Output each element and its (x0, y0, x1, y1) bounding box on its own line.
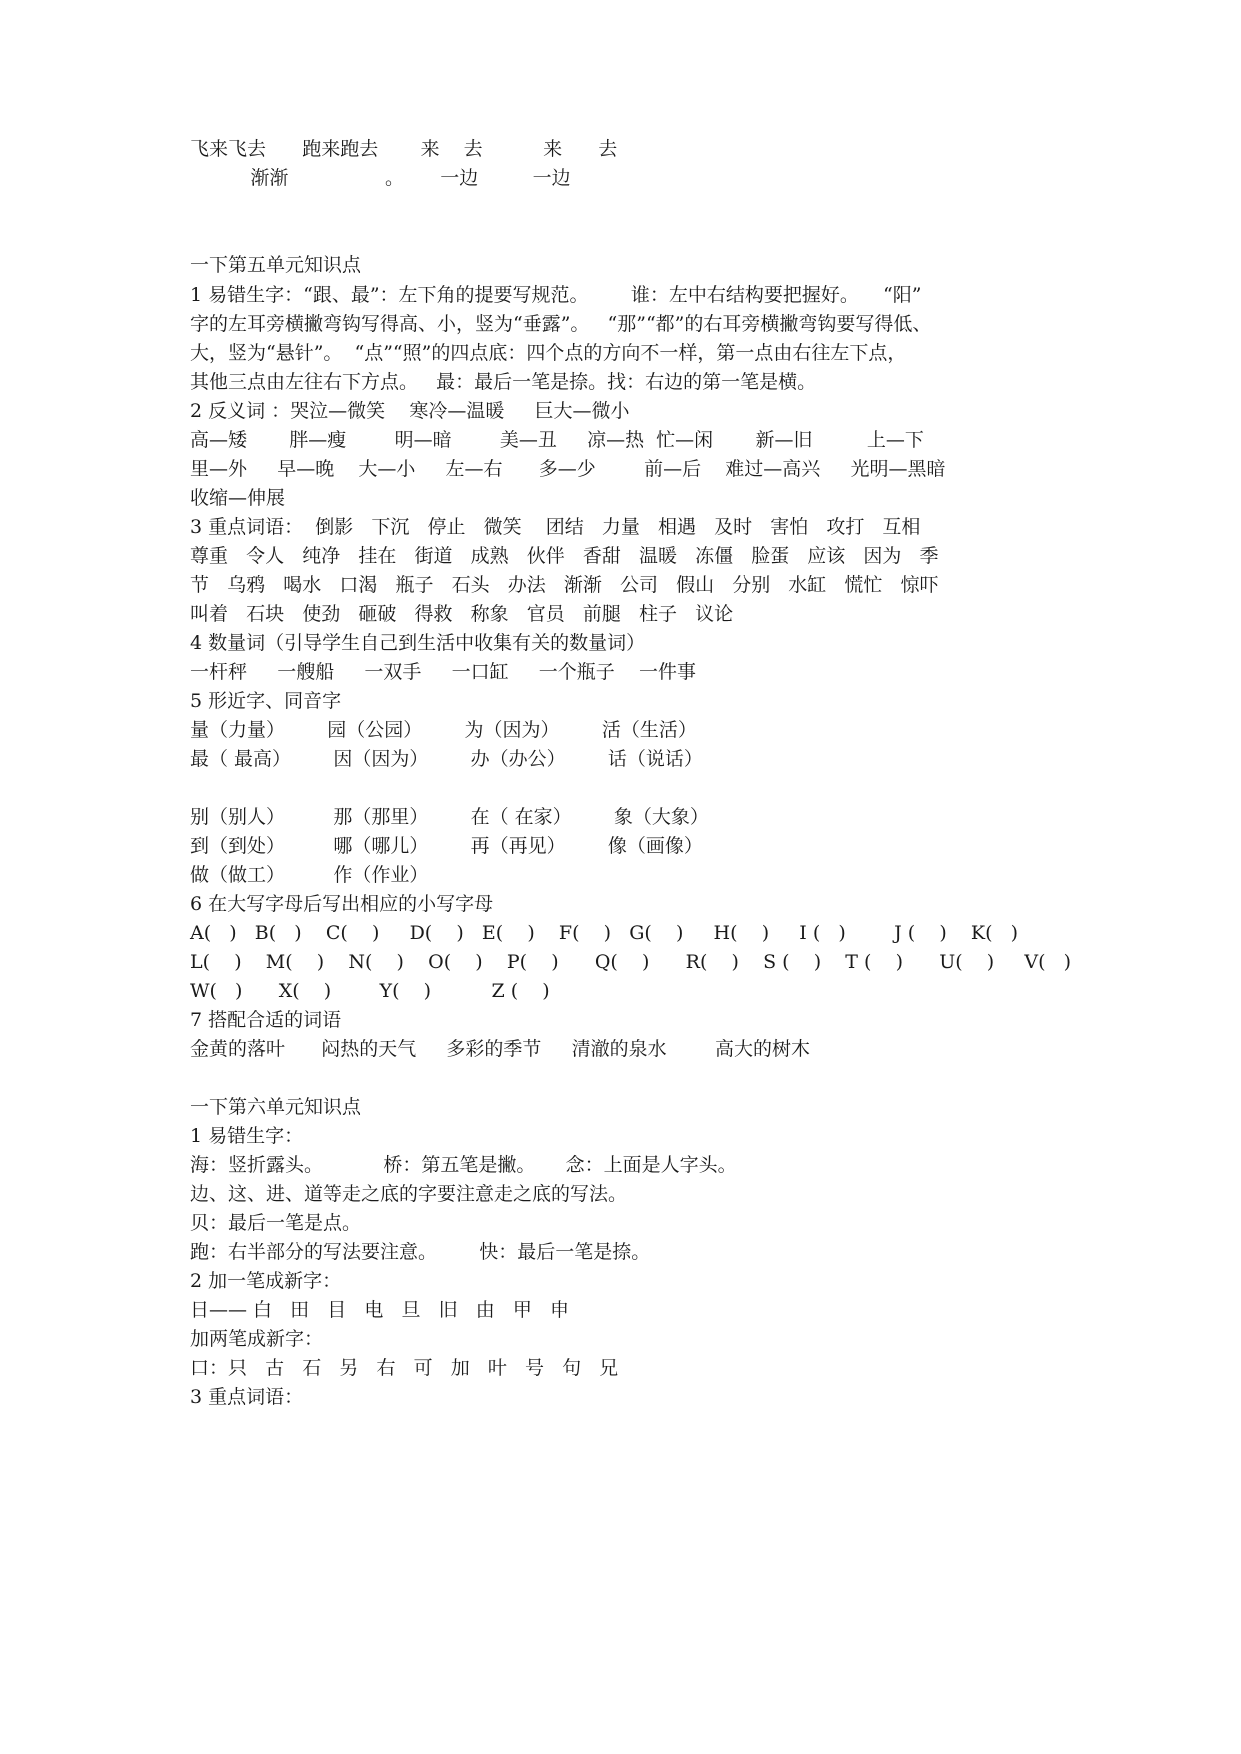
text-line: 其他三点由左往右下方点。 最：最后一笔是捺。找：右边的第一笔是横。 (190, 371, 817, 393)
text-line: 尊重 令人 纯净 挂在 街道 成熟 伙伴 香甜 温暖 冻僵 脸蛋 应该 因为 季 (190, 545, 939, 567)
text-line: 叫着 石块 使劲 砸破 得救 称象 官员 前腿 柱子 议论 (190, 603, 734, 625)
section-title: 一下第五单元知识点 (190, 254, 362, 276)
text-line: 3 重点词语： (190, 1386, 304, 1408)
text-line: 海：竖折露头。 桥：第五笔是撇。 念：上面是人字头。 (190, 1154, 737, 1176)
text-line: 跑：右半部分的写法要注意。 快：最后一笔是捺。 (190, 1241, 651, 1263)
text-line: 2 加一笔成新字： (190, 1270, 342, 1292)
text-line: 金黄的落叶 闷热的天气 多彩的季节 清澈的泉水 高大的树木 (190, 1038, 810, 1060)
text-line: L( ) M( ) N( ) O( ) P( ) Q( ) R( ) S ( ) T ( ) U( ) V( ) (190, 951, 1072, 973)
text-line: 字的左耳旁横撇弯钩写得高、小，竖为“垂露”。 “那”“都”的右耳旁横撇弯钩要写得低、 (190, 313, 932, 335)
text-line: 口：只 古 石 另 右 可 加 叶 号 句 兄 (190, 1357, 619, 1379)
text-line: 大，竖为“悬针”。 “点”“照”的四点底：四个点的方向不一样，第一点由右往左下点， (190, 342, 907, 364)
text-line: 收缩—伸展 (190, 487, 286, 509)
text-line: 高—矮 胖—瘦 明—暗 美—丑 凉—热 忙—闲 新—旧 上—下 (190, 429, 924, 451)
text-line: A( ) B( ) C( ) D( ) E( ) F( ) G( ) H( ) I ( ) J ( ) K( ) (190, 922, 1019, 944)
text-line: 边、这、进、道等走之底的字要注意走之底的写法。 (190, 1183, 628, 1205)
text-line: 最（ 最高） 因（因为） 办（办公） 话（说话） (190, 748, 703, 770)
text-line: 量（力量） 园（公园） 为（因为） 活（生活） (190, 719, 697, 741)
text-line: 日—— 白 田 目 电 旦 旧 由 甲 申 (190, 1299, 569, 1321)
text-line: 到（到处） 哪（哪儿） 再（再见） 像（画像） (190, 835, 703, 857)
text-line: 里—外 早—晚 大—小 左—右 多—少 前—后 难过—高兴 光明—黑暗 (190, 458, 946, 480)
text-line: 贝：最后一笔是点。 (190, 1212, 362, 1234)
text-line: 一杆秤 一艘船 一双手 一口缸 一个瓶子 一件事 (190, 661, 696, 683)
text-line: 别（别人） 那（那里） 在（ 在家） 象（大象） (190, 806, 709, 828)
text-line: W( ) X( ) Y( ) Z ( ) (190, 980, 550, 1002)
text-line: 2 反义词 ：哭泣—微笑 寒冷—温暖 巨大—微小 (190, 400, 630, 422)
text-line: 1 易错生字：“跟、最”：左下角的提要写规范。 谁：左中右结构要把握好。 “阳” (190, 284, 922, 306)
text-line: 节 乌鸦 喝水 口渴 瓶子 石头 办法 渐渐 公司 假山 分别 水缸 慌忙 惊吓 (190, 574, 939, 596)
text-line: 做（做工） 作（作业） (190, 864, 429, 886)
text-line: 7 搭配合适的词语 (190, 1009, 342, 1031)
text-line: 5 形近字、同音字 (190, 690, 342, 712)
phrase-row: 飞来飞去 跑来跑去 来 去 来 去 (190, 138, 618, 160)
phrase-row: 渐渐 。 一边 一边 (190, 167, 571, 189)
text-line: 加两笔成新字： (190, 1328, 324, 1350)
text-line: 3 重点词语： 倒影 下沉 停止 微笑 团结 力量 相遇 及时 害怕 攻打 互相 (190, 516, 921, 538)
text-line: 1 易错生字： (190, 1125, 304, 1147)
text-line: 4 数量词（引导学生自己到生活中收集有关的数量词） (190, 632, 646, 654)
section-title: 一下第六单元知识点 (190, 1096, 362, 1118)
text-line: 6 在大写字母后写出相应的小写字母 (190, 893, 494, 915)
